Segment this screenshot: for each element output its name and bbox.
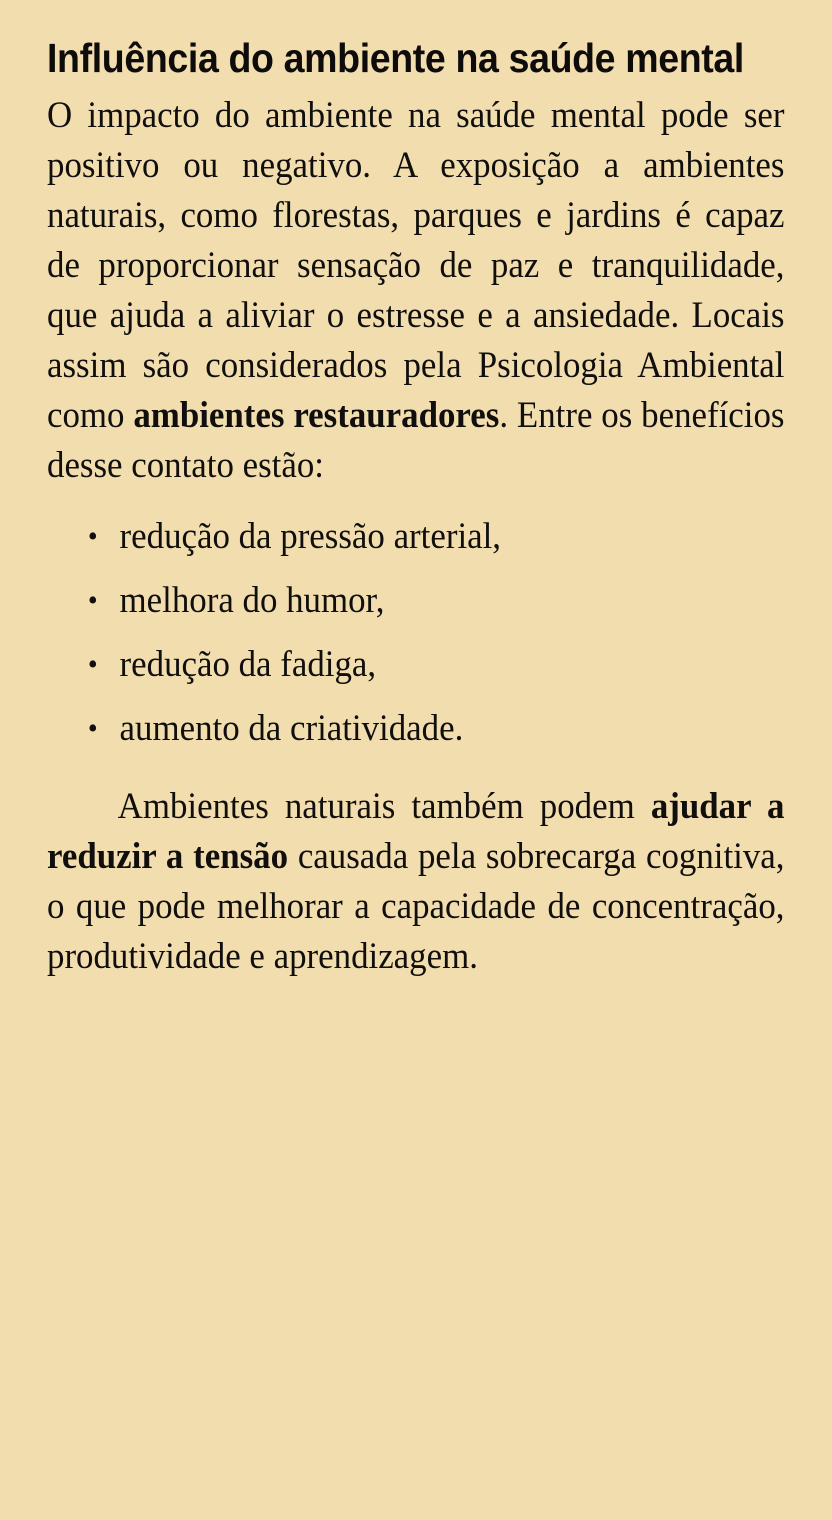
page-title: Influência do ambiente na saúde mental [47,35,744,81]
benefits-list [47,491,784,761]
list-item: • redução da pressão arterial, [47,505,784,569]
list-item: • aumento da criatividade. [47,697,784,761]
paragraph-intro: O impacto do ambiente na saúde mental pode ser positivo ou negativo. A exposição a ambientes naturais, como florestas, parques e jardins é capaz de proporcionar sensação de paz e tranquilidade, que ajuda a aliviar o estresse e a ansiedade. Locais assim são considerados pela Psicologia Ambiental como ambientes restauradores. Entre os benefícios desse contato estão: [47,95,785,486]
list-item: • redução da fadiga, [47,633,784,697]
list-item: • melhora do humor, [47,569,784,633]
list-paragraph-spacer [47,761,785,773]
paragraph-conclusion: Ambientes naturais também podem ajudar a reduzir a tensão causada pela sobrecarga cognitiva, o que pode melhorar a capacidade de concentração, produtividade e aprendizagem. [47,786,785,977]
